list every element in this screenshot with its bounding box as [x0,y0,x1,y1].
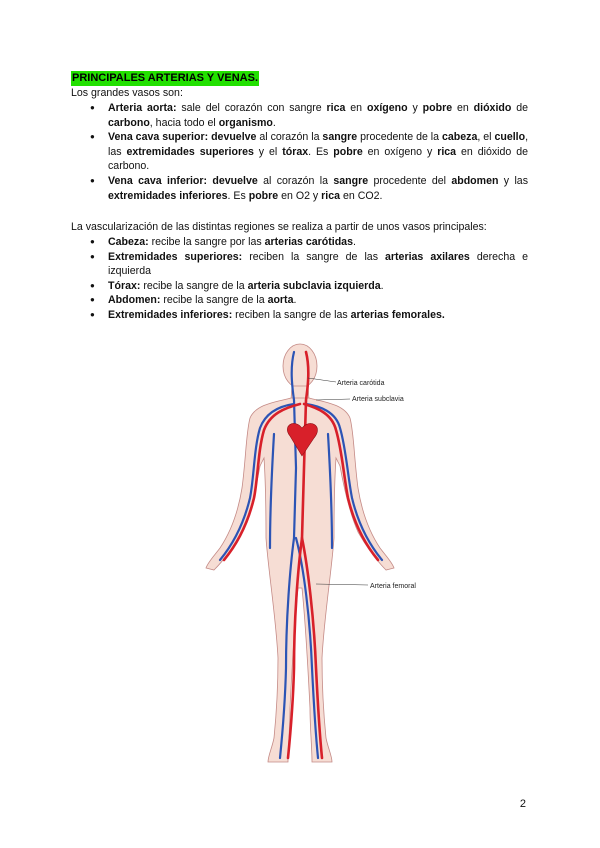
text-run: . [272,116,276,129]
bold-term: cabeza [442,131,478,144]
text-run: , hacia todo el [149,116,219,129]
bold-term: pobre [422,102,453,114]
bold-term: rica [321,189,341,202]
list-item [90,101,528,130]
bold-term: Abdomen: [108,294,161,307]
circulatory-system-figure [190,338,430,778]
bold-term: pobre [248,189,279,202]
bold-term: dióxido [473,102,512,114]
bold-term: Vena cava superior: [108,131,209,144]
text-run: recibe la sangre de la [140,279,248,292]
great-vessels-list [90,101,528,203]
text-run: al corazón la [257,174,334,187]
text-run: reciben la sangre de las [232,308,351,321]
bold-term: Vena cava inferior: [108,174,208,187]
text-run: en [452,102,474,114]
intro-great-vessels: Los grandes vasos son: [71,87,183,99]
bold-term: Cabeza: [108,236,149,248]
bold-term: arterias carótidas [264,236,353,248]
text-run: , las [108,131,529,158]
bold-term: organismo [218,116,273,129]
text-run: en oxígeno y [362,145,438,158]
text-run: . Es [227,189,249,202]
bold-term: sangre [322,131,358,144]
list-item [90,279,528,294]
bold-term: Extremidades inferiores: [108,308,233,321]
text-run: , el [477,131,495,144]
text-run: en O2 y [278,189,322,202]
bold-term: arterias axilares [385,250,470,263]
bold-term: extremidades superiores [126,145,254,158]
text-run: y las [498,174,528,187]
label-carotid-artery: Arteria carótida [337,380,385,387]
text-run: recibe la sangre por las [148,236,265,248]
bold-term: abdomen [451,174,499,187]
bold-term: Arteria aorta: [108,102,177,114]
regions-list [90,235,528,323]
label-subclavian-artery: Arteria subclavia [352,396,404,403]
intro-regions: La vascularización de las distintas regiones se realiza a partir de unos vasos principales: [71,221,487,233]
text-run: . Es [308,145,334,158]
bold-term: extremidades inferiores [108,189,228,202]
text-run: procedente del [368,174,452,187]
text-run: . [380,279,384,292]
text-run: en CO2. [340,189,383,202]
bold-term: sangre [333,174,369,187]
bold-term: tórax [282,145,309,158]
bold-term: carbono [108,116,150,129]
text-run: . [352,236,356,248]
bold-term: arteria subclavia izquierda [247,279,381,292]
bold-term: cuello [494,131,526,144]
list-item [90,174,528,203]
page-heading: PRINCIPALES ARTERIAS Y VENAS. [72,72,259,84]
bold-term: rica [437,145,457,158]
bold-term: aorta [267,294,294,307]
text-run: . [293,294,297,307]
list-item [90,293,528,308]
bold-term: devuelve [211,131,257,144]
list-item [90,308,528,323]
bold-term: Extremidades superiores: [108,250,243,263]
label-femoral-artery: Arteria femoral [370,583,416,590]
text-run: sale del corazón con sangre [176,102,327,114]
text-run: en [345,102,367,114]
text-run: recibe la sangre de la [160,294,268,307]
list-item [90,235,528,250]
text-run: procedente de la [357,131,443,144]
text-run: derecha e izquierda [108,250,529,278]
bold-term: devuelve [212,174,258,187]
page-number: 2 [519,798,526,810]
bold-term: pobre [333,145,363,158]
bold-term: Tórax: [108,279,141,292]
text-run: al corazón la [256,131,323,144]
list-item [90,130,528,174]
list-item [90,250,528,279]
bold-term: arterias femorales. [350,308,445,321]
text-run: y el [253,145,283,158]
text-run: de [511,102,529,114]
text-run: y [407,102,423,114]
bold-term: oxígeno [366,102,408,114]
bold-term: rica [326,102,346,114]
text-run: en dióxido de carbono. [108,145,528,173]
text-run: reciben la sangre de las [242,250,386,263]
